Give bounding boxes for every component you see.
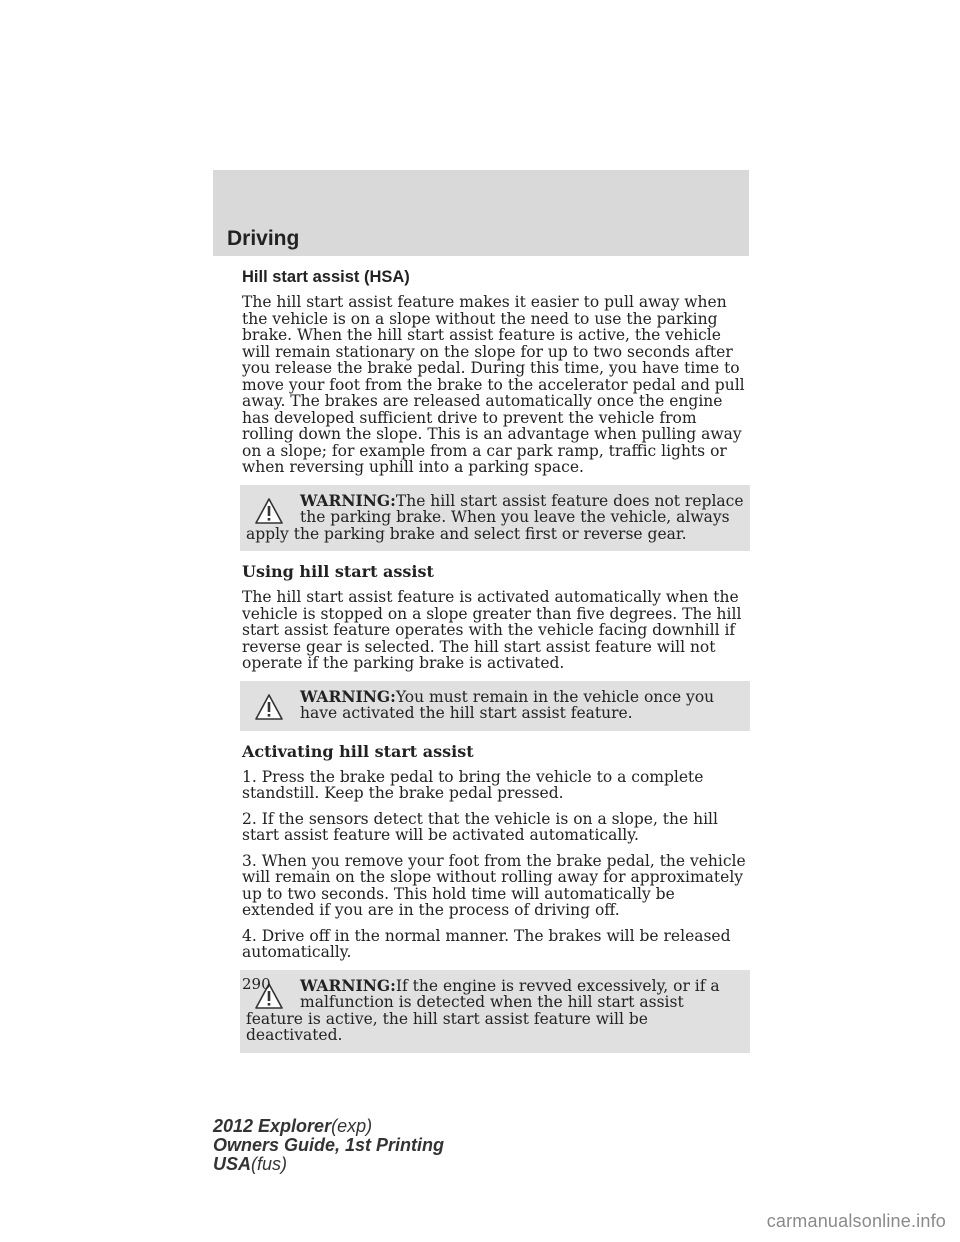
footer-edition: Owners Guide, 1st Printing	[213, 1135, 445, 1155]
warning-1-text	[246, 490, 744, 543]
warning-3-label: WARNING:	[300, 975, 396, 995]
page-number: 290	[242, 975, 271, 993]
warning-1-label: WARNING:	[300, 490, 396, 510]
heading-activating-hill-start-assist: Activating hill start assist	[242, 741, 474, 761]
footer-market-code: (fus)	[251, 1154, 288, 1174]
section-title: Driving	[227, 227, 300, 250]
warning-2-label: WARNING:	[300, 686, 396, 706]
warning-2-text	[246, 686, 744, 722]
paragraph-using: The hill start assist feature is activated automatically when the vehicle is stopped on a slope greater than five degrees. The hill start assist feature operates with the vehicle facing downhill if reverse gear is selected. The hill start assist feature will not operate if the parking brake is activated.	[242, 588, 742, 672]
step-1: 1. Press the brake pedal to bring the vehicle to a complete standstill. Keep the brake pedal pressed.	[242, 767, 704, 802]
watermark: carmanualsonline.info	[766, 1211, 946, 1231]
warning-box-1	[240, 485, 750, 552]
footer-line-3	[213, 1155, 444, 1174]
heading-using-hill-start-assist: Using hill start assist	[242, 562, 434, 581]
footer-model-code: (exp)	[331, 1116, 373, 1136]
warning-1-body: The hill start assist feature does not replace the parking brake. When you leave the vehicle, always apply the parking brake and select first or reverse gear.	[246, 491, 744, 543]
step-4: 4. Drive off in the normal manner. The brakes will be released automatically.	[242, 926, 731, 961]
warning-box-2	[240, 681, 750, 731]
footer-line-2	[213, 1136, 444, 1155]
footer-line-1	[213, 1117, 444, 1136]
footer-model: 2012 Explorer	[213, 1116, 332, 1136]
heading-hill-start-assist: Hill start assist (HSA)	[242, 268, 410, 286]
step-2: 2. If the sensors detect that the vehicle is on a slope, the hill start assist feature will be activated automatically.	[242, 809, 718, 844]
warning-3-body: If the engine is revved excessively, or if a malfunction is detected when the hill start assist feature is active, the hill start assist feature will be deactivated.	[246, 976, 720, 1044]
warning-box-3	[240, 970, 750, 1053]
warning-2-body: You must remain in the vehicle once you have activated the hill start assist feature.	[300, 687, 715, 722]
paragraph-hsa-description: The hill start assist feature makes it easier to pull away when the vehicle is on a slope without the need to use the parking brake. When the hill start assist feature is active, the vehicle will remain stationary on the slope for up to two seconds after you release the brake pedal. During this time, you have time to move your foot from the brake to the accelerator pedal and pull away. The brakes are released automatically once the engine has developed sufficient drive to prevent the vehicle from rolling down the slope. This is an advantage when pulling away on a slope; for example from a car park ramp, traffic lights or when reversing uphill into a parking space.	[242, 293, 745, 476]
document-footer	[213, 1117, 444, 1174]
warning-triangle-icon	[254, 693, 284, 721]
warning-triangle-icon	[254, 497, 284, 525]
step-3: 3. When you remove your foot from the brake pedal, the vehicle will remain on the slope without rolling away for approximately up to two seconds. This hold time will automatically be extended if you are in the process of driving off.	[242, 851, 746, 919]
footer-market: USA	[213, 1154, 252, 1174]
warning-3-text	[246, 975, 744, 1044]
page-content	[242, 268, 748, 1065]
